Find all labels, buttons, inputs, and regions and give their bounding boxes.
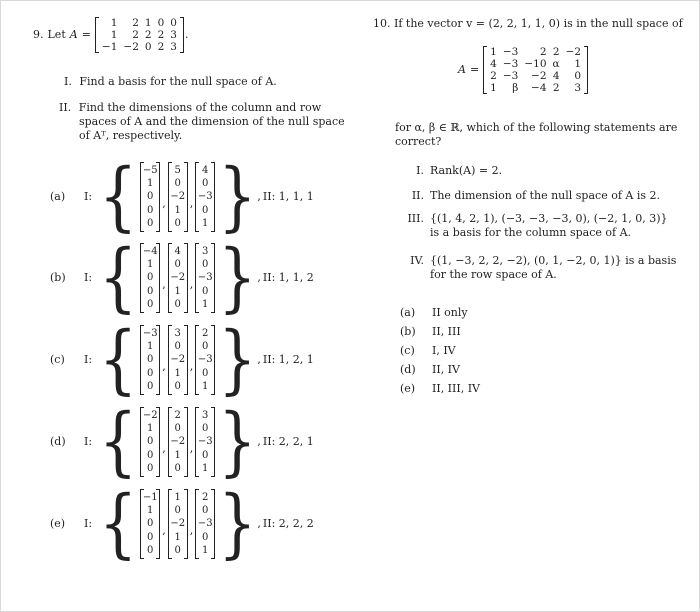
q10-choice[interactable] [400, 325, 461, 339]
vector-entry: −3 [197, 518, 213, 530]
q10-statement-num: II. [411, 189, 424, 202]
q10-choice[interactable] [400, 382, 480, 396]
q10-choice-text: II, III, IV [432, 382, 481, 395]
q9-part2 [59, 101, 345, 142]
vector-entry: 1 [147, 178, 154, 190]
vector-entry: 1 [202, 544, 209, 556]
q9-part1 [64, 75, 277, 89]
close-brace: } [218, 153, 257, 241]
q10-matrix-cell: −2 [565, 46, 582, 58]
q9-matrix-cell: 0 [144, 41, 152, 53]
q9-part2-line3: of Aᵀ, respectively. [79, 128, 183, 142]
q9-matrix-cell: 1 [110, 29, 118, 41]
basis-vector [195, 489, 215, 559]
vector-entry: 1 [174, 531, 181, 543]
vector-entry: −2 [170, 354, 186, 366]
q9-option-label: (e) [50, 517, 66, 531]
vector-entry: −3 [197, 191, 213, 203]
q9-matrix-cell: 0 [157, 17, 165, 29]
q9-option-II-text: II: 1, 2, 1 [262, 353, 314, 367]
q10-matrix-cell: α [552, 58, 560, 70]
q9-matrix-cell: 3 [170, 29, 177, 41]
vector-entry: 0 [147, 462, 154, 474]
q9-matrix-cell: 2 [144, 29, 152, 41]
close-brace: } [218, 234, 257, 322]
q10-matrix-cell: −3 [502, 46, 519, 58]
q9-number: 9. [33, 28, 44, 42]
basis-vector [195, 162, 215, 232]
vector-entry: 0 [174, 217, 181, 229]
vector-entry: −3 [142, 327, 158, 339]
open-brace: { [99, 316, 138, 404]
vector-entry: 0 [202, 178, 209, 190]
basis-vector [168, 489, 188, 559]
vector-entry: 0 [147, 518, 154, 530]
vector-entry: −3 [197, 272, 213, 284]
close-brace: } [218, 480, 257, 568]
q10-matrix-cell: 0 [574, 70, 582, 82]
q10-choice-label: (a) [400, 306, 416, 319]
q10-matrix-cell: 1 [490, 46, 497, 58]
vector-entry: −1 [142, 491, 158, 503]
q9-option[interactable]: (c) I: { −3 1 0 0 0 , 3 0 −2 1 0 , 2 0 −3 0 1 } , II: 1, 2, 1 [50, 316, 314, 404]
q9-matrix-cell: 3 [170, 41, 177, 53]
vector-entry: 2 [174, 409, 181, 421]
vector-entry: 1 [174, 204, 181, 216]
q10-matrix-cell: −10 [524, 58, 547, 70]
q10-matrix-cell: β [512, 82, 519, 94]
q10-matrix-cell: 4 [490, 58, 497, 70]
q9-option-II-text: II: 2, 2, 2 [262, 517, 314, 531]
q10-matrix-cell: 1 [574, 58, 582, 70]
vector-entry: 0 [174, 341, 181, 353]
q9-matrix-cell: 1 [110, 17, 118, 29]
q10-matrix-cell: 2 [552, 46, 560, 58]
q10-matrix-cell: 1 [490, 82, 497, 94]
vector-entry: 4 [202, 164, 209, 176]
close-brace: } [218, 398, 257, 486]
vector-entry: 1 [202, 217, 209, 229]
vector-entry: 0 [202, 367, 209, 379]
vector-entry: 1 [147, 505, 154, 517]
q10-statement [400, 164, 502, 178]
q9-option-label: (a) [50, 190, 66, 204]
q10-line1: 10. If the vector v = (2, 2, 1, 1, 0) is in the null space of [373, 17, 683, 30]
q9-part1-num: I. [64, 75, 72, 88]
q9-option-I-label: I: [84, 190, 93, 204]
vector-entry: 0 [147, 217, 154, 229]
q9-part1-text: Find a basis for the null space of A. [79, 75, 277, 88]
q10-choice-text: II, IV [432, 363, 460, 376]
vector-entry: −2 [170, 191, 186, 203]
vector-entry: −3 [197, 436, 213, 448]
vector-entry: 2 [202, 491, 209, 503]
vector-entry: 1 [202, 462, 209, 474]
basis-vector [168, 162, 188, 232]
vector-entry: 0 [202, 423, 209, 435]
q10-statement-text: {(1, 4, 2, 1), (−3, −3, −3, 0), (−2, 1, 0, 3)} [430, 212, 668, 225]
vector-entry: 1 [202, 298, 209, 310]
vector-entry: −4 [142, 245, 158, 257]
vector-entry: 0 [174, 423, 181, 435]
q10-for-line1: for α, β ∈ ℝ, which of the following statements are [395, 121, 678, 134]
vector-entry: 0 [202, 341, 209, 353]
q10-var: A [458, 63, 466, 77]
vector-entry: −2 [170, 272, 186, 284]
vector-entry: 1 [174, 491, 181, 503]
q9-matrix-cell: −1 [101, 41, 118, 53]
q10-statement-num: III. [407, 212, 424, 225]
q10-matrix-cell: 3 [574, 82, 582, 94]
vector-entry: −5 [142, 164, 158, 176]
q9-option-II-text: II: 1, 1, 1 [262, 190, 314, 204]
basis-vector [195, 243, 215, 313]
q10-choice-label: (b) [400, 325, 416, 338]
vector-entry: 0 [174, 259, 181, 271]
vector-entry: 0 [147, 449, 154, 461]
q9-var: A [69, 28, 78, 42]
q9-option[interactable]: (a) I: { −5 1 0 0 0 , 5 0 −2 1 0 , 4 0 −3 0 1 } , II: 1, 1, 1 [50, 153, 314, 241]
q9-part2-line2: spaces of A and the dimension of the null space [79, 114, 345, 128]
q9-matrix-cell: 2 [157, 29, 165, 41]
q9-option-I-label: I: [84, 271, 93, 285]
basis-vector [168, 243, 188, 313]
q10-eq: = [469, 63, 480, 77]
open-brace: { [99, 153, 138, 241]
q10-choice-label: (e) [400, 382, 416, 395]
q10-choice[interactable] [400, 363, 460, 377]
vector-entry: 0 [174, 544, 181, 556]
q10-choice[interactable] [400, 306, 468, 320]
q9-option-I-label: I: [84, 435, 93, 449]
vector-entry: 0 [147, 380, 154, 392]
q10-matrix-cell: 4 [552, 70, 560, 82]
q9-option-I-label: I: [84, 353, 93, 367]
q10-matrix [483, 46, 588, 94]
vector-entry: 0 [147, 285, 154, 297]
vector-entry: 0 [147, 354, 154, 366]
vector-entry: 1 [147, 341, 154, 353]
q9-matrix-cell: 2 [157, 41, 165, 53]
vector-entry: −2 [170, 436, 186, 448]
q9-matrix-cell: 0 [170, 17, 177, 29]
q9-matrix-cell: 2 [132, 29, 139, 41]
q10-statement [400, 212, 668, 240]
q10-statement-num: I. [416, 164, 424, 177]
vector-entry: 0 [174, 380, 181, 392]
q9-matrix [95, 17, 184, 53]
vector-entry: 0 [147, 531, 154, 543]
q10-matrix-cell: −4 [531, 82, 547, 94]
vector-entry: 0 [147, 298, 154, 310]
vector-entry: 4 [174, 245, 181, 257]
vector-entry: 0 [202, 285, 209, 297]
basis-vector [140, 407, 160, 477]
basis-vector [168, 325, 188, 395]
close-brace: } [218, 316, 257, 404]
q9-option-II-text: II: 1, 1, 2 [262, 271, 314, 285]
vector-entry: 0 [202, 204, 209, 216]
vector-entry: −2 [142, 409, 158, 421]
q10-statement-text2: for the row space of A. [430, 267, 557, 281]
q9-header: 9. Let A = 1 2 1 0 0 1 2 2 2 3 −1 −2 0 2 3 . [33, 17, 189, 53]
vector-entry: 1 [174, 285, 181, 297]
q9-option-label: (b) [50, 271, 66, 285]
q10-statement-text: Rank(A) = 2. [430, 164, 503, 177]
basis-vector [140, 162, 160, 232]
basis-vector [140, 325, 160, 395]
q9-option-II-text: II: 2, 2, 1 [262, 435, 314, 449]
basis-vector [168, 407, 188, 477]
vector-entry: 0 [174, 178, 181, 190]
vector-entry: 0 [202, 505, 209, 517]
vector-entry: 3 [174, 327, 181, 339]
q9-part2-line1: Find the dimensions of the column and row [78, 101, 322, 114]
q9-option-label: (d) [50, 435, 66, 449]
vector-entry: 1 [202, 380, 209, 392]
vector-entry: 0 [174, 462, 181, 474]
q10-statement-text: The dimension of the null space of A is 2. [430, 189, 660, 202]
vector-entry: 5 [174, 164, 181, 176]
q10-statement [400, 254, 676, 282]
basis-vector [140, 489, 160, 559]
vector-entry: 1 [174, 449, 181, 461]
open-brace: { [99, 398, 138, 486]
basis-vector [195, 407, 215, 477]
q9-matrix-cell: 1 [144, 17, 152, 29]
q10-for [395, 121, 677, 149]
q9-part2-num: II. [59, 101, 72, 114]
vector-entry: 0 [174, 505, 181, 517]
basis-vector [140, 243, 160, 313]
vector-entry: 3 [202, 409, 209, 421]
vector-entry: 0 [174, 298, 181, 310]
q9-option-I-label: I: [84, 517, 93, 531]
vector-entry: −2 [170, 518, 186, 530]
vector-entry: 2 [202, 327, 209, 339]
vector-entry: 1 [147, 259, 154, 271]
q10-matrix-cell: 2 [490, 70, 497, 82]
q10-matrix-row [458, 46, 588, 94]
q9-matrix-cell: −2 [123, 41, 139, 53]
vector-entry: 0 [147, 204, 154, 216]
vector-entry: −3 [197, 354, 213, 366]
q10-choice-text: II, III [432, 325, 461, 338]
vector-entry: 1 [174, 367, 181, 379]
vector-entry: 3 [202, 245, 209, 257]
q10-for-line2: correct? [395, 134, 442, 148]
vector-entry: 0 [202, 449, 209, 461]
q10-choice-text: II only [432, 306, 468, 319]
q10-matrix-cell: −3 [502, 58, 519, 70]
q10-matrix-cell: −3 [502, 70, 519, 82]
open-brace: { [99, 480, 138, 568]
vector-entry: 0 [202, 259, 209, 271]
vector-entry: 0 [147, 436, 154, 448]
q10-choice[interactable] [400, 344, 456, 358]
q10-statement-text: {(1, −3, 2, 2, −2), (0, 1, −2, 0, 1)} is a basis [430, 254, 677, 267]
q9-option[interactable]: (d) I: { −2 1 0 0 0 , 2 0 −2 1 0 , 3 0 −3 0 1 } , II: 2, 2, 1 [50, 398, 314, 486]
basis-vector [195, 325, 215, 395]
q10-matrix-cell: 2 [552, 82, 560, 94]
vector-entry: 0 [147, 272, 154, 284]
q10-matrix-cell: −2 [531, 70, 547, 82]
q9-let: Let [47, 28, 66, 42]
vector-entry: 1 [147, 423, 154, 435]
open-brace: { [99, 234, 138, 322]
q10-choice-label: (d) [400, 363, 416, 376]
q9-option[interactable]: (e) I: { −1 1 0 0 0 , 1 0 −2 1 0 , 2 0 −3 0 1 } , II: 2, 2, 2 [50, 480, 314, 568]
vector-entry: 0 [147, 367, 154, 379]
q9-option-label: (c) [50, 353, 65, 367]
vector-entry: 0 [202, 531, 209, 543]
vector-entry: 0 [147, 544, 154, 556]
vector-entry: 0 [147, 191, 154, 203]
q10-choice-label: (c) [400, 344, 415, 357]
q9-eq: = [81, 28, 91, 42]
q10-statement-num: IV. [410, 254, 424, 267]
q10-statement-text2: is a basis for the column space of A. [430, 225, 632, 239]
q10-matrix-cell: 2 [539, 46, 547, 58]
q10-statement [400, 189, 660, 203]
q9-matrix-cell: 2 [132, 17, 139, 29]
q9-option[interactable]: (b) I: { −4 1 0 0 0 , 4 0 −2 1 0 , 3 0 −3 0 1 } , II: 1, 1, 2 [50, 234, 314, 322]
q10-choice-text: I, IV [432, 344, 456, 357]
